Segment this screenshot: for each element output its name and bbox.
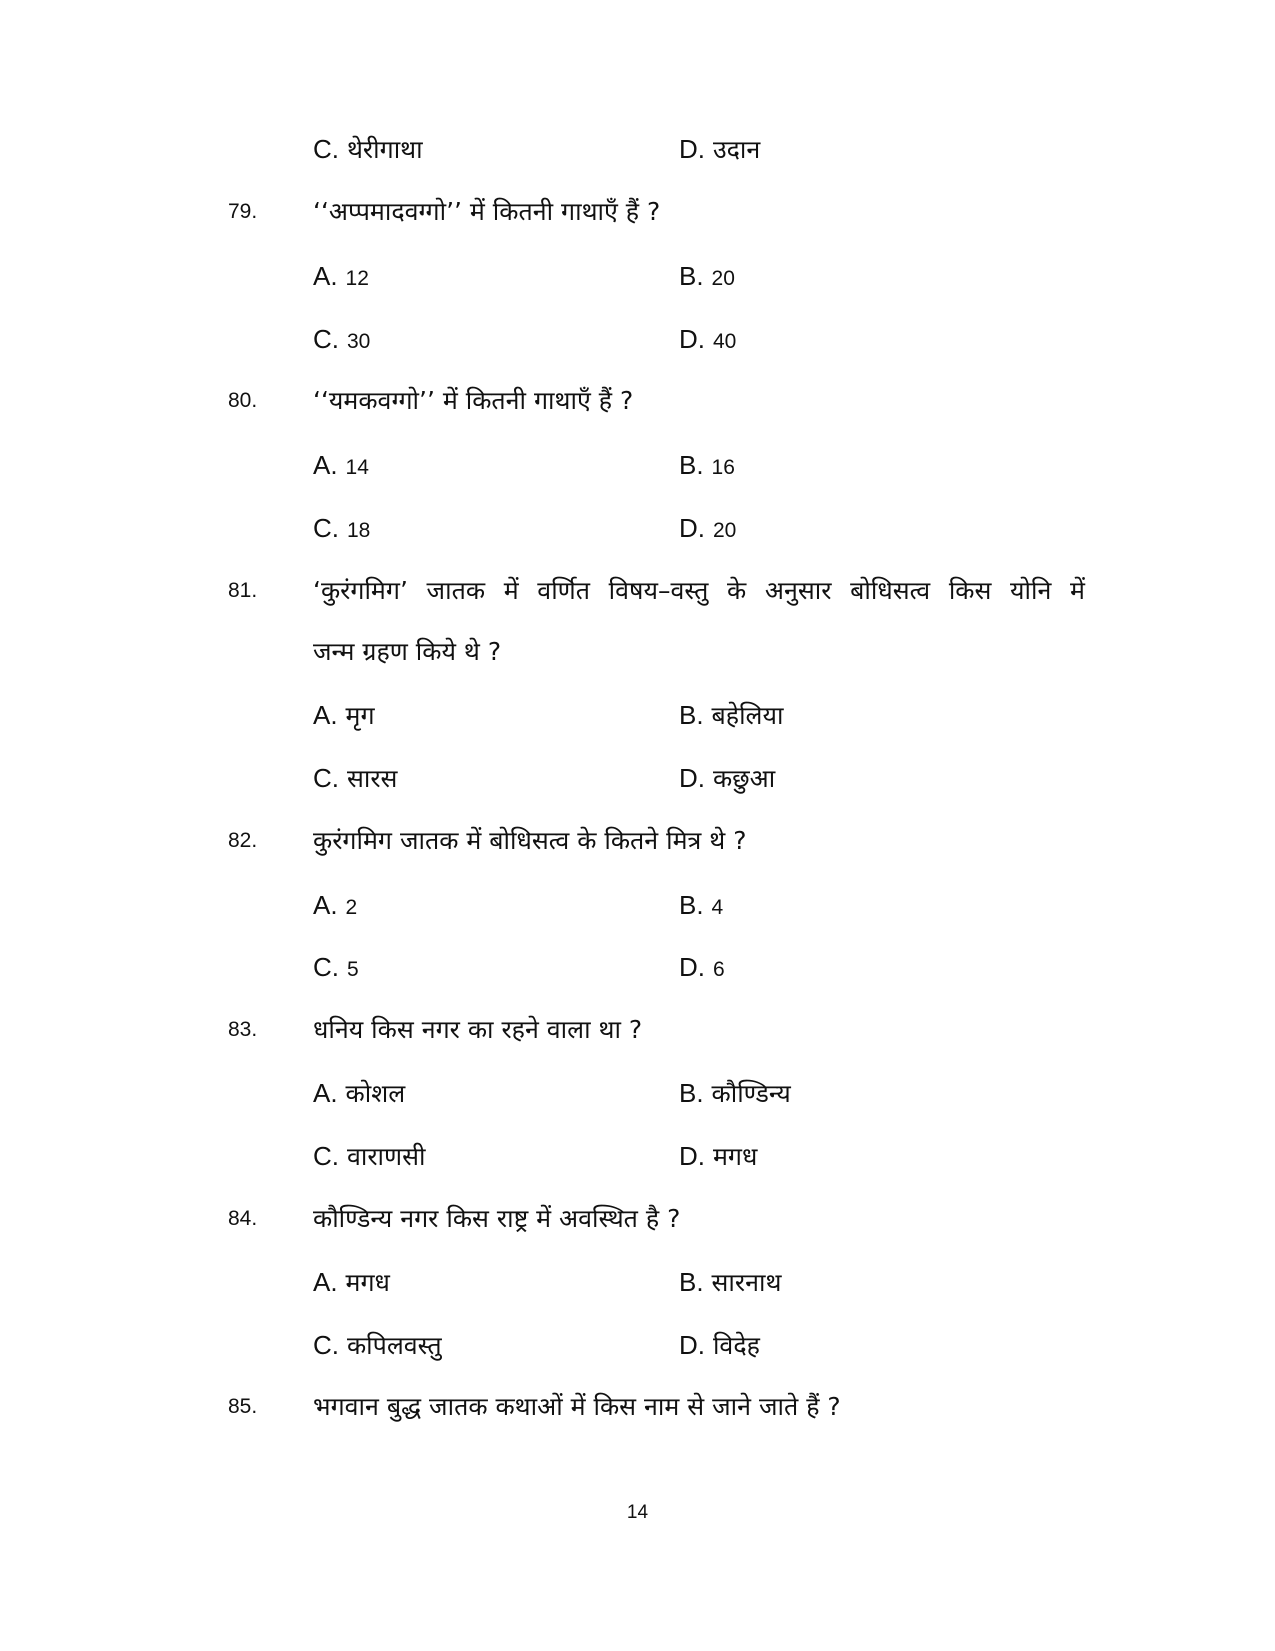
option-row xyxy=(0,309,1275,369)
option-row xyxy=(0,1126,1275,1186)
option-c: C. 5 xyxy=(313,952,359,982)
option-b: B. सारनाथ xyxy=(679,1267,782,1297)
option-b: B. बहेलिया xyxy=(679,700,784,730)
option-row xyxy=(0,875,1275,935)
option-row xyxy=(0,435,1275,495)
question-number: 84. xyxy=(228,1207,258,1230)
question-79 xyxy=(0,182,1275,242)
option-c: C. वाराणसी xyxy=(313,1141,426,1171)
question-number: 81. xyxy=(228,579,258,602)
question-number: 85. xyxy=(228,1395,258,1418)
question-text: ‘कुरंगमिग’ जातक में वर्णित विषय–वस्तु के अनुसार बोधिसत्व किस योनि में xyxy=(313,576,1085,605)
question-number: 82. xyxy=(228,829,258,852)
option-c: C. कपिलवस्तु xyxy=(313,1330,442,1360)
question-text-line-2: जन्म ग्रहण किये थे ? xyxy=(313,637,502,666)
option-row xyxy=(0,498,1275,558)
question-text: ‘‘यमकवग्गो’’ में कितनी गाथाएँ हैं ? xyxy=(313,386,634,415)
option-a: A. मगध xyxy=(313,1267,390,1297)
option-d: D. उदान xyxy=(679,134,761,164)
option-d: D. 20 xyxy=(679,513,737,543)
option-row xyxy=(0,1315,1275,1375)
option-c: C. 30 xyxy=(313,324,371,354)
option-b: B. 16 xyxy=(679,450,735,480)
option-a: A. मृग xyxy=(313,700,375,730)
option-c: C. सारस xyxy=(313,763,398,793)
question-83 xyxy=(0,1000,1275,1060)
option-d: D. कछुआ xyxy=(679,763,776,793)
question-text: ‘‘अप्पमादवग्गो’’ में कितनी गाथाएँ हैं ? xyxy=(313,197,661,226)
option-b: B. 4 xyxy=(679,890,724,920)
question-85 xyxy=(0,1377,1275,1437)
option-d: D. 40 xyxy=(679,324,737,354)
option-c: C. थेरीगाथा xyxy=(313,134,423,164)
option-row xyxy=(0,1063,1275,1123)
option-a: A. 2 xyxy=(313,890,358,920)
option-d: D. 6 xyxy=(679,952,725,982)
option-row xyxy=(0,1252,1275,1312)
question-number: 80. xyxy=(228,389,258,412)
option-row xyxy=(0,748,1275,808)
question-text: धनिय किस नगर का रहने वाला था ? xyxy=(313,1015,643,1044)
question-number: 83. xyxy=(228,1018,258,1041)
option-a: A. 12 xyxy=(313,261,369,291)
question-number: 79. xyxy=(228,200,258,223)
option-b: B. 20 xyxy=(679,261,735,291)
option-d: D. विदेह xyxy=(679,1330,760,1360)
question-text: भगवान बुद्ध जातक कथाओं में किस नाम से जाने जाते हैं ? xyxy=(313,1392,841,1421)
question-84 xyxy=(0,1189,1275,1249)
option-row xyxy=(0,119,1275,179)
option-d: D. मगध xyxy=(679,1141,758,1171)
option-c: C. 18 xyxy=(313,513,371,543)
option-a: A. कोशल xyxy=(313,1078,406,1108)
page-number: 14 xyxy=(626,1502,649,1523)
option-row xyxy=(0,685,1275,745)
question-81 xyxy=(0,561,1275,621)
question-text: कौण्डिन्य नगर किस राष्ट्र में अवस्थित है ? xyxy=(313,1204,681,1233)
option-row xyxy=(0,246,1275,306)
question-80 xyxy=(0,371,1275,431)
option-row xyxy=(0,937,1275,997)
question-81-continued xyxy=(0,622,1275,682)
option-a: A. 14 xyxy=(313,450,369,480)
question-text: कुरंगमिग जातक में बोधिसत्व के कितने मित्र थे ? xyxy=(313,826,747,855)
option-b: B. कौण्डिन्य xyxy=(679,1078,791,1108)
question-82 xyxy=(0,811,1275,871)
